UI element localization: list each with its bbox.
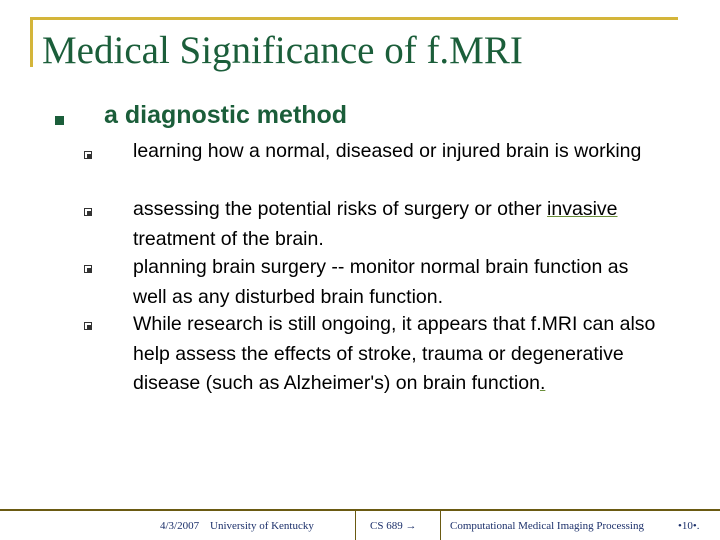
bullet-research-period: . — [539, 372, 546, 394]
hollow-square-bullet-icon — [84, 208, 92, 216]
footer-separator — [355, 511, 356, 540]
footer-page-number: •10•. — [678, 520, 700, 532]
invasive-link[interactable]: invasive — [547, 198, 618, 220]
slide-title: Medical Significance of f.MRI — [42, 29, 523, 72]
hollow-square-bullet-icon — [84, 322, 92, 330]
hollow-square-bullet-icon — [84, 151, 92, 159]
bullet-assessing — [133, 195, 663, 254]
footer-course-title: Computational Medical Imaging Processing — [450, 520, 644, 532]
bullet-learning: learning how a normal, diseased or injured brain is working — [133, 140, 642, 162]
level1-heading: a diagnostic method — [104, 101, 348, 129]
bullet-assessing-before: assessing the potential risks of surgery or other — [133, 198, 548, 220]
footer-institution: University of Kentucky — [210, 520, 314, 532]
footer-separator — [440, 511, 441, 540]
footer-course: CS 689 → — [370, 520, 417, 532]
bullet-planning: planning brain surgery -- monitor normal brain function as well as any disturbed brain function. — [133, 256, 629, 308]
left-frame-line — [30, 17, 33, 67]
bullet-research-text: While research is still ongoing, it appears that f.MRI can also help assess the effects of stroke, trauma or degenerative disease (such as Alzheimer's) on brain function — [133, 313, 656, 394]
bullet-research — [133, 310, 663, 399]
footer-divider — [0, 509, 720, 511]
top-frame-line — [30, 17, 678, 20]
bullet-assessing-after: treatment of the brain. — [133, 227, 324, 250]
hollow-square-bullet-icon — [84, 265, 92, 273]
footer-date: 4/3/2007 — [160, 520, 200, 532]
square-bullet-icon — [55, 116, 64, 125]
